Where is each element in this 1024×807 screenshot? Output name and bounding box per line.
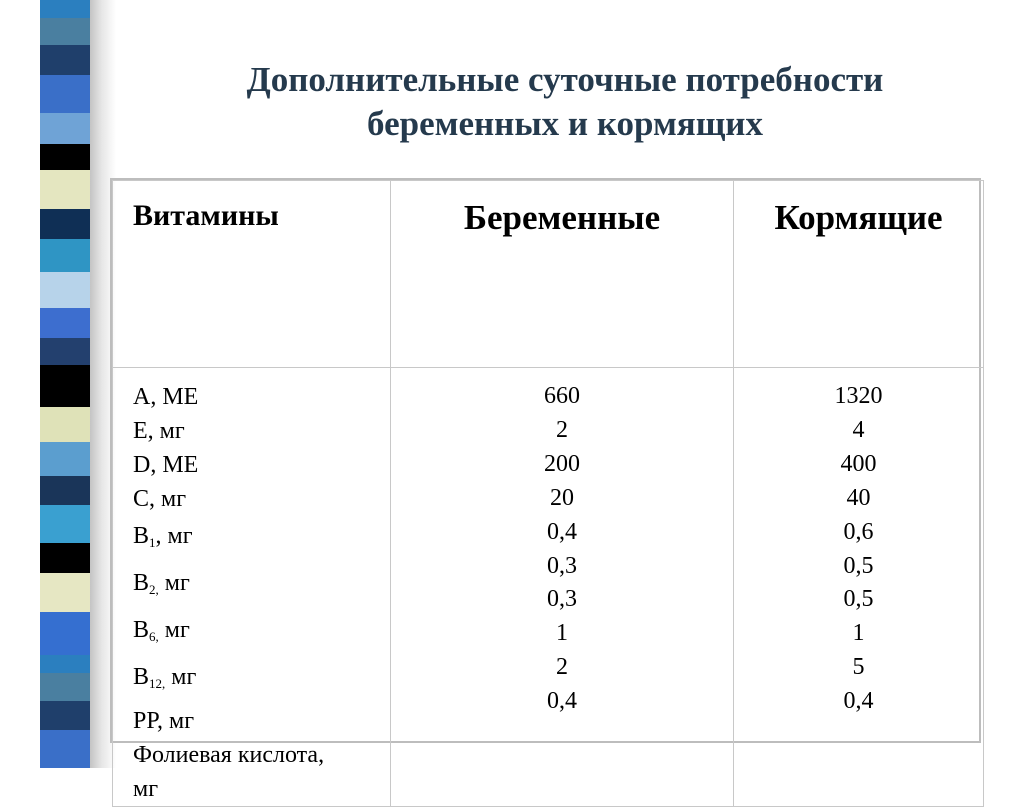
- stripe-segment: [40, 612, 90, 655]
- vitamin-name: $B_1$, мг: [133, 523, 193, 550]
- slide-title: [150, 58, 980, 146]
- stripe-segment: [40, 442, 90, 476]
- pregnant-value: 0,4: [547, 688, 577, 715]
- pregnant-value: 0,3: [547, 552, 577, 579]
- vitamin-name: C, мг: [133, 486, 187, 512]
- stripe-segment: [40, 730, 90, 768]
- stripe-segment: [40, 239, 90, 273]
- header-pregnant: Беременные: [391, 181, 734, 368]
- pregnant-value: 0,3: [547, 586, 577, 613]
- slide-title-line-1: Дополнительные суточные потребности: [246, 60, 884, 99]
- stripe-segment: [40, 701, 90, 731]
- lactating-values-column: [734, 368, 984, 807]
- stripe-segment: [40, 407, 90, 443]
- stripe-segment: [40, 476, 90, 506]
- stripe-segment: [40, 365, 90, 406]
- vitamin-name: $B_{12,}$ мг: [133, 664, 197, 691]
- stripe-segment: [40, 272, 90, 308]
- stripe-segment: [40, 209, 90, 239]
- vitamin-name: D, ME: [133, 452, 199, 478]
- vitamin-names-column: [113, 368, 391, 807]
- decorative-stripe-band: [40, 0, 90, 768]
- header-vitamins: Витамины: [113, 181, 391, 368]
- lactating-value: 0,4: [843, 688, 874, 715]
- pregnant-value: 200: [544, 450, 580, 477]
- lactating-value: 5: [852, 654, 865, 681]
- vitamin-name: $B_{6,}$ мг: [133, 617, 190, 644]
- pregnant-value: 2: [556, 654, 568, 681]
- vitamin-name: PP, мг: [133, 708, 195, 734]
- slide-title-line-2: беременных и кормящих: [367, 104, 763, 143]
- pregnant-values-column: [391, 368, 734, 807]
- lactating-value: 4: [852, 416, 865, 443]
- stripe-segment: [40, 308, 90, 338]
- stripe-segment: [40, 673, 90, 701]
- stripe-segment: [40, 338, 90, 366]
- vitamin-name: A, ME: [133, 384, 199, 410]
- vitamins-table: [110, 178, 981, 802]
- vitamin-name: $B_{2,}$ мг: [133, 570, 190, 597]
- vitamin-name: E, мг: [133, 418, 185, 444]
- lactating-value: 1: [852, 620, 865, 647]
- stripe-segment: [40, 18, 90, 46]
- stripe-segment: [40, 170, 90, 209]
- pregnant-value: 1: [556, 620, 568, 647]
- stripe-segment: [40, 505, 90, 543]
- lactating-value: 1320: [834, 383, 883, 409]
- lactating-value: 0,5: [843, 552, 874, 579]
- pregnant-value: 660: [544, 383, 580, 409]
- stripe-segment: [40, 573, 90, 612]
- vitamin-name: Фолиевая кислота,: [133, 742, 325, 768]
- stripe-segment: [40, 543, 90, 573]
- stripe-segment: [40, 144, 90, 170]
- lactating-value: 0,6: [843, 518, 874, 545]
- pregnant-value: 0,4: [547, 518, 577, 545]
- stripe-segment: [40, 655, 90, 673]
- stripe-segment: [40, 0, 90, 18]
- stripe-segment: [40, 45, 90, 75]
- lactating-value: 40: [846, 484, 871, 511]
- pregnant-value: 2: [556, 416, 568, 443]
- vitamin-name: мг: [133, 776, 159, 802]
- stripe-segment: [40, 75, 90, 113]
- stripe-segment: [40, 113, 90, 145]
- pregnant-value: 20: [550, 484, 574, 511]
- lactating-value: 400: [840, 450, 877, 477]
- lactating-value: 0,5: [843, 586, 874, 613]
- header-lactating: Кормящие: [734, 181, 984, 368]
